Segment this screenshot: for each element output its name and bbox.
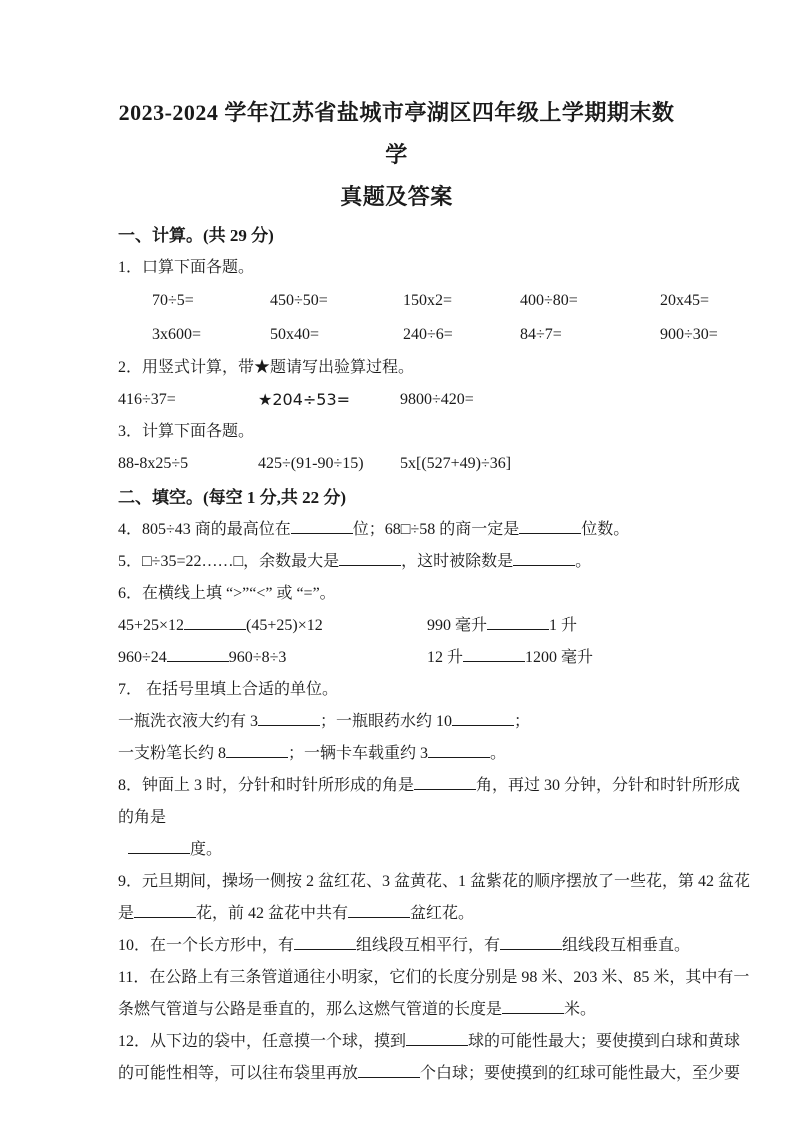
- q6-text: 1200 毫升: [525, 649, 594, 666]
- doc-title: [118, 92, 675, 218]
- q8-text-1: 8．钟面上 3 时，分针和时针所形成的角是: [118, 777, 415, 794]
- q12-text-2: 球的可能性最大；要使摸到白球和黄球: [468, 1033, 741, 1050]
- question-1-label: 1．口算下面各题。: [118, 259, 255, 276]
- question-9-line-1: 9．元旦期间，操场一侧按 2 盆红花、3 盆黄花、1 盆紫花的顺序摆放了一些花，第 42 盆花: [118, 873, 751, 890]
- q7-blank-4: [428, 742, 490, 758]
- q5-text-1: 5．□÷35=22……□，余数最大是: [118, 553, 340, 570]
- question-12-line-2: [118, 1058, 741, 1090]
- oral-calc-row-1: [118, 284, 756, 318]
- q4-text-3: 位数。: [581, 521, 630, 538]
- question-9-line-2: [118, 898, 675, 930]
- doc-title-line-1: 2023-2024 学年江苏省盐城市亭湖区四年级上学期期末数学: [118, 100, 675, 167]
- q8-blank-2: [128, 838, 190, 854]
- question-4-line: [118, 514, 675, 546]
- q9-text-3: 盆红花。: [410, 905, 475, 922]
- q10-text-3: 组线段互相垂直。: [562, 937, 691, 954]
- question-6-label: 6．在横线上填 “>”“<” 或 “=”。: [118, 585, 336, 602]
- q6-text: (45+25)×12: [246, 617, 323, 634]
- q10-text-1: 10．在一个长方形中，有: [118, 937, 295, 954]
- q9-text-1: 是: [118, 905, 135, 922]
- oral-calc-item: 400÷80=: [520, 292, 578, 309]
- question-2-label: 2．用竖式计算，带★题请写出验算过程。: [118, 359, 415, 376]
- q7-text-6: 。: [490, 745, 507, 762]
- question-7-label: 7． 在括号里填上合适的单位。: [118, 681, 339, 698]
- q6-compare-cell: [118, 610, 427, 642]
- q11-text-1: 条燃气管道与公路是垂直的，那么这燃气管道的长度是: [118, 1001, 503, 1018]
- question-6-row-2: [118, 642, 675, 674]
- q12-blank-1: [406, 1030, 468, 1046]
- q7-text-2: ；一瓶眼药水约 10: [320, 713, 453, 730]
- section-2-heading: 二、填空。(每空 1 分,共 22 分): [118, 488, 347, 507]
- oral-calc-item: 70÷5=: [152, 292, 194, 309]
- vertical-calc-item: 9800÷420=: [400, 391, 474, 408]
- question-11-line-2: [118, 994, 675, 1026]
- q7-text-1: 一瓶洗衣液大约有 3: [118, 713, 259, 730]
- q6-text: 960÷8÷3: [228, 649, 287, 666]
- q7-text-5: ；一辆卡车载重约 3: [288, 745, 429, 762]
- vertical-calc-item-starred: ★204÷53=: [258, 390, 351, 409]
- q5-blank-1: [339, 550, 401, 566]
- q12-text-4: 个白球；要使摸到的红球可能性最大，至少要: [420, 1065, 741, 1082]
- q12-text-3: 的可能性相等，可以往布袋里再放: [118, 1065, 359, 1082]
- q7-blank-2: [452, 710, 514, 726]
- q11-text-2: 米。: [564, 1001, 597, 1018]
- question-8-line-2: 的角是: [118, 809, 167, 826]
- q7-text-3: ；: [514, 713, 531, 730]
- oral-calc-item: 450÷50=: [270, 292, 328, 309]
- oral-calc-item: 150x2=: [403, 292, 453, 309]
- doc-title-line-2: 真题及答案: [340, 184, 453, 209]
- q6-blank-2: [487, 614, 549, 630]
- question-2-expressions: [118, 384, 675, 416]
- q6-compare-cell: [427, 610, 675, 642]
- q5-text-2: ，这时被除数是: [401, 553, 514, 570]
- mixed-calc-item: 5x[(527+49)÷36]: [400, 455, 512, 472]
- q6-compare-cell: [427, 642, 675, 674]
- q12-blank-2: [358, 1062, 420, 1078]
- q10-blank-1: [294, 934, 356, 950]
- q10-blank-2: [500, 934, 562, 950]
- q4-blank-2: [519, 518, 581, 534]
- section-1-heading: 一、计算。(共 29 分): [118, 226, 274, 245]
- question-10-line: [118, 930, 691, 962]
- oral-calc-item: 900÷30=: [660, 326, 718, 343]
- q4-text-2: 位；68□÷58 的商一定是: [352, 521, 520, 538]
- question-6-row-1: [118, 610, 675, 642]
- q7-blank-3: [226, 742, 288, 758]
- q6-blank-4: [463, 646, 525, 662]
- q8-text-2: 角，再过 30 分钟，分针和时针所形成: [476, 777, 741, 794]
- q6-text: 1 升: [549, 617, 578, 634]
- q7-text-4: 一支粉笔长约 8: [118, 745, 227, 762]
- q9-blank-2: [348, 902, 410, 918]
- oral-calc-item: 20x45=: [660, 292, 710, 309]
- question-5-line: [118, 546, 675, 578]
- q12-text-1: 12．从下边的袋中，任意摸一个球，摸到: [118, 1033, 407, 1050]
- question-8-line-3: [118, 834, 675, 866]
- q8-blank-1: [414, 774, 476, 790]
- q10-text-2: 组线段互相平行，有: [356, 937, 501, 954]
- q5-text-3: 。: [575, 553, 592, 570]
- q4-blank-1: [291, 518, 353, 534]
- q6-blank-3: [167, 646, 229, 662]
- oral-calc-item: 3x600=: [152, 326, 202, 343]
- q7-blank-1: [258, 710, 320, 726]
- q9-blank-1: [134, 902, 196, 918]
- q6-compare-cell: [118, 642, 427, 674]
- exam-paper-content: [118, 0, 751, 1090]
- q8-text-3: 度。: [190, 841, 223, 858]
- oral-calc-item: 84÷7=: [520, 326, 562, 343]
- mixed-calc-item: 88-8x25÷5: [118, 455, 189, 472]
- oral-calc-row-2: [118, 318, 756, 352]
- q4-text-1: 4．805÷43 商的最高位在: [118, 521, 291, 538]
- oral-calc-item: 240÷6=: [403, 326, 453, 343]
- question-11-line-1: 11．在公路上有三条管道通往小明家，它们的长度分别是 98 米、203 米、85 米，其中有一: [118, 969, 750, 986]
- mixed-calc-item: 425÷(91-90÷15): [258, 455, 364, 472]
- q11-blank-1: [502, 998, 564, 1014]
- question-7-line-2: [118, 738, 675, 770]
- q6-text: 12 升: [427, 649, 464, 666]
- question-3-label: 3．计算下面各题。: [118, 423, 255, 440]
- question-8-line-1: [118, 770, 741, 802]
- q6-blank-1: [184, 614, 246, 630]
- question-3-expressions: [118, 448, 675, 480]
- question-12-line-1: [118, 1026, 741, 1058]
- oral-calc-item: 50x40=: [270, 326, 320, 343]
- q6-text: 960÷24: [118, 649, 167, 666]
- question-7-line-1: [118, 706, 675, 738]
- q9-text-2: 花，前 42 盆花中共有: [196, 905, 349, 922]
- q6-text: 45+25×12: [118, 617, 185, 634]
- q6-text: 990 毫升: [427, 617, 488, 634]
- vertical-calc-item: 416÷37=: [118, 391, 176, 408]
- q5-blank-2: [513, 550, 575, 566]
